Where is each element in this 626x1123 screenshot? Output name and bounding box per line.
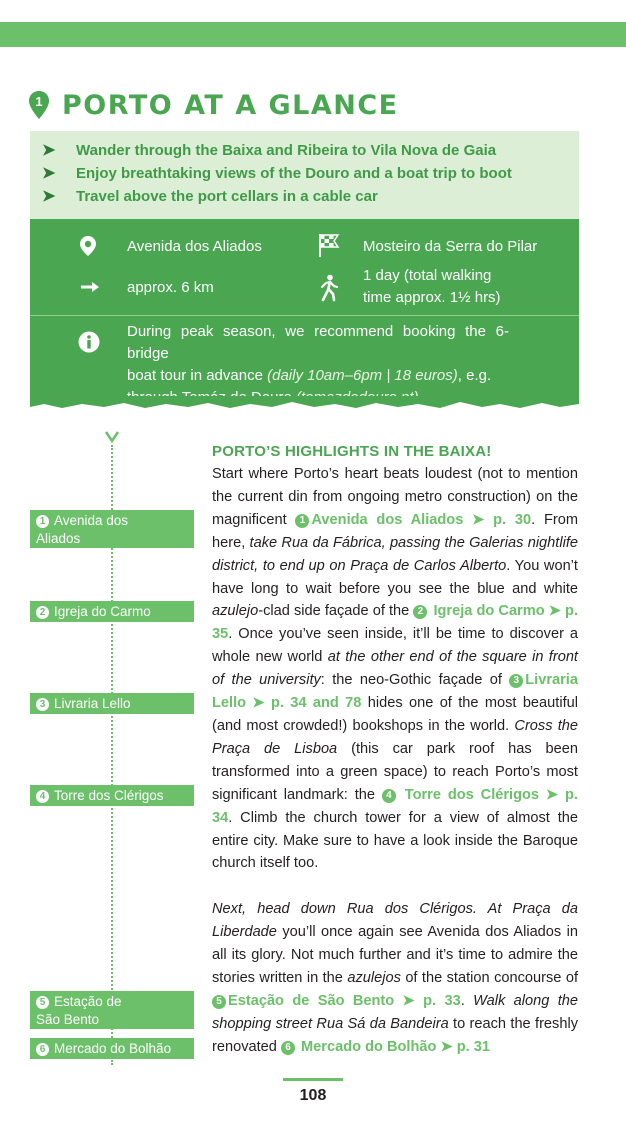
top-color-bar [0, 22, 626, 47]
stop-number: 5 [36, 996, 49, 1009]
checkered-flag-icon [317, 232, 341, 258]
route-stop [30, 693, 194, 714]
stop-label: Livraria Lello [54, 696, 131, 711]
tip-line [127, 365, 509, 387]
route-start-arrow-icon [104, 431, 120, 443]
distance: approx. 6 km [127, 279, 214, 296]
highlights-box [30, 131, 579, 219]
stop-label: Estação de [54, 994, 122, 1009]
torn-edge [30, 396, 579, 410]
stop-label: Mercado do Bolhão [54, 1041, 172, 1056]
stop-number: 2 [36, 606, 49, 619]
tip-segment: , e.g. [457, 367, 492, 384]
arrowhead-icon: ➤ [42, 142, 56, 159]
paragraph-1: Start where Porto’s heart beats loudest (not to mention the current din from ongoing metro construction) on the magnificent 1 Avenida dos Aliados ➤ p. 30. From here, take Rua da Fábrica, passing the Galerias nightlife district, to end up on Praça de Carlos Alberto. You won’t have long to wait before you see the blue and white azulejo-clad side façade of the 2 Igreja do Carmo ➤ p. 35. Once you’ve seen inside, it’ll be time to discover a whole new world at the other end of the square in front of the university: the neo-Gothic façade of 3 Livraria Lello ➤ p. 34 and 78 hides one of the most beautiful (and most crowded!) bookshops in the world. Cross the Praça de Lisboa (this car park roof has been transformed into a green space) to reach Porto’s most significant landmark: the 4 Torre dos Clérigos ➤ p. 34. Climb the church tower for a view of almost the entire city. Make sure to have a look inside the Baroque church itself too. [212, 466, 578, 872]
page-title: PORTO AT A GLANCE [62, 89, 399, 121]
highlight-item [42, 185, 378, 207]
highlight-text: Travel above the port cellars in a cable car [76, 187, 378, 205]
arrowhead-icon: ➤ [42, 165, 56, 182]
stop-label: Torre dos Clérigos [54, 788, 164, 803]
highlight-text: Enjoy breathtaking views of the Douro and a boat trip to boot [76, 164, 512, 182]
stop-label: Avenida dos [54, 513, 129, 528]
route-stop [30, 991, 194, 1029]
paragraph-gap [212, 875, 578, 898]
stop-label: Igreja do Carmo [54, 604, 151, 619]
stop-number: 1 [36, 515, 49, 528]
info-icon [78, 331, 100, 353]
section-heading: PORTO’S HIGHLIGHTS IN THE BAIXA! [212, 443, 492, 460]
route-stop [30, 601, 194, 622]
tip-line: During peak season, we recommend booking the 6-bridge [127, 323, 509, 362]
chapter-pin-icon [28, 90, 50, 120]
tip-hours-price: (daily 10am–6pm | 18 euros) [267, 367, 458, 384]
route-stop [30, 785, 194, 806]
arrow-right-icon [80, 280, 100, 294]
route-stop [30, 510, 194, 548]
tour-info-box [30, 219, 579, 401]
duration [363, 265, 501, 309]
paragraph-2: Next, head down Rua dos Clérigos. At Praça da Liberdade you’ll once again see Avenida dos Aliados in all its glory. Not much further and it’s time to admire the stories written in the azulejos of the station concourse of 5 Estação de São Bento ➤ p. 33. Walk along the shopping street Rua Sá da Bandeira to reach the freshly renovated 6 Mercado do Bolhão ➤ p. 31 [212, 901, 579, 1055]
start-point: Avenida dos Aliados [127, 238, 262, 255]
chapter-header [28, 88, 399, 122]
stop-number: 3 [36, 698, 49, 711]
tip-segment: boat tour in advance [127, 367, 268, 384]
page-number-rule [283, 1078, 343, 1081]
duration-line: time approx. 1½ hrs) [363, 289, 501, 306]
stop-label: São Bento [36, 1012, 100, 1027]
highlight-text: Wander through the Baixa and Ribeira to Vila Nova de Gaia [76, 141, 497, 159]
highlight-item [42, 139, 496, 161]
chapter-number: 1 [35, 94, 43, 109]
stop-number: 4 [36, 790, 49, 803]
info-divider [30, 315, 579, 316]
route-stop [30, 1038, 194, 1059]
walking-person-icon [319, 274, 339, 302]
body-text [212, 441, 578, 1059]
end-point: Mosteiro da Serra do Pilar [363, 238, 538, 255]
page-number: 108 [299, 1087, 327, 1104]
location-pin-icon [79, 235, 97, 257]
duration-line: 1 day (total walking [363, 267, 492, 284]
highlight-item [42, 162, 512, 184]
stop-number: 6 [36, 1043, 49, 1056]
stop-label: Aliados [36, 531, 81, 546]
arrowhead-icon: ➤ [42, 188, 56, 205]
